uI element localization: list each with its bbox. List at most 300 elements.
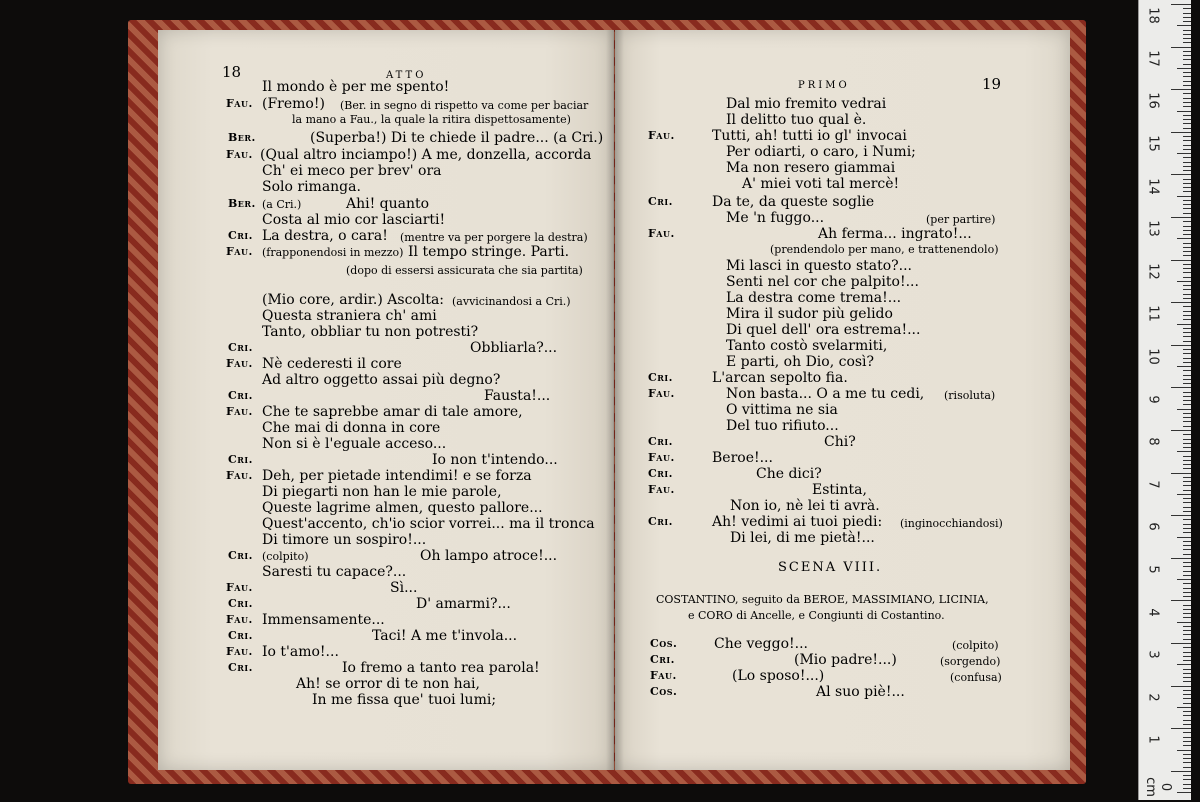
ruler-tick: [1183, 264, 1191, 265]
ruler-number: 7: [1145, 480, 1161, 489]
verse-line: Questa straniera ch' ami: [262, 308, 437, 324]
ruler-tick: [1183, 315, 1191, 316]
ruler-tick: [1183, 400, 1191, 401]
ruler-tick: [1183, 370, 1191, 371]
ruler-number: 10: [1145, 348, 1161, 365]
ruler-tick: [1183, 251, 1191, 252]
ruler-tick: [1183, 754, 1191, 755]
ruler-tick: [1183, 767, 1191, 768]
ruler-tick: [1183, 294, 1191, 295]
ruler-tick: [1171, 217, 1191, 218]
ruler-tick: [1177, 494, 1191, 495]
verse-line: Costa al mio cor lasciarti!: [262, 212, 446, 228]
ruler-tick: [1183, 703, 1191, 704]
ruler-tick: [1183, 532, 1191, 533]
ruler-tick: [1183, 592, 1191, 593]
ruler-number: 14: [1145, 177, 1161, 195]
verse-line: Saresti tu capace?...: [262, 564, 407, 580]
ruler-tick: [1183, 524, 1191, 525]
ruler-tick: [1171, 728, 1191, 729]
ruler-tick: [1183, 605, 1191, 606]
ruler-number: 4: [1145, 607, 1161, 617]
ruler-tick: [1183, 255, 1191, 256]
ruler-tick: [1183, 447, 1191, 448]
ruler-tick: [1171, 89, 1191, 90]
ruler-tick: [1177, 111, 1191, 112]
ruler-tick: [1183, 204, 1191, 205]
ruler-tick: [1183, 698, 1191, 699]
stage-direction: la mano a Fau., la quale la ritira dispettosamente): [292, 113, 571, 126]
ruler-tick: [1183, 443, 1191, 444]
ruler-tick: [1177, 622, 1191, 623]
ruler-tick: [1183, 660, 1191, 661]
verse-line: Che dici?: [756, 466, 822, 482]
ruler-tick: [1183, 85, 1191, 86]
ruler-tick: [1171, 643, 1191, 644]
speaker-label: Fau.: [226, 357, 253, 370]
ruler-tick: [1171, 686, 1191, 687]
verse-line: Dal mio fremito vedrai: [726, 96, 887, 112]
right-page-number: 19: [982, 75, 1002, 93]
ruler-tick: [1183, 162, 1191, 163]
ruler-tick: [1183, 762, 1191, 763]
left-running-head: ATTO: [386, 70, 427, 81]
ruler-tick: [1183, 349, 1191, 350]
verse-line: Il delitto tuo qual è.: [726, 112, 867, 128]
verse-line: In me fissa que' tuoi lumi;: [312, 692, 497, 708]
verse-line: Sì...: [390, 580, 418, 596]
verse-line: Tanto, obbliar tu non potresti?: [262, 324, 479, 340]
ruler-unit-label: 0 cm: [1143, 777, 1173, 797]
ruler-tick: [1183, 268, 1191, 269]
ruler-tick: [1183, 647, 1191, 648]
ruler-tick: [1183, 711, 1191, 712]
ruler-tick: [1183, 341, 1191, 342]
ruler-tick: [1183, 639, 1191, 640]
ruler-tick: [1183, 507, 1191, 508]
ruler-tick: [1183, 277, 1191, 278]
ruler-tick: [1183, 191, 1191, 192]
ruler-tick: [1171, 47, 1191, 48]
ruler-tick: [1183, 498, 1191, 499]
verse-line: Tutti, ah! tutti io gl' invocai: [712, 128, 907, 144]
verse-line: Ah! se orror di te non hai,: [296, 676, 480, 692]
verse-line: Io fremo a tanto rea parola!: [342, 660, 540, 676]
ruler-tick: [1183, 285, 1191, 286]
verse-line: Fausta!...: [484, 388, 551, 404]
ruler-tick: [1183, 221, 1191, 222]
ruler-tick: [1183, 55, 1191, 56]
ruler-tick: [1171, 302, 1191, 303]
ruler-tick: [1183, 554, 1191, 555]
ruler-tick: [1183, 187, 1191, 188]
ruler-tick: [1183, 13, 1191, 14]
ruler-tick: [1183, 123, 1191, 124]
ruler-tick: [1183, 609, 1191, 610]
ruler-tick: [1183, 673, 1191, 674]
verse-line: Di timore un sospiro!...: [262, 532, 427, 548]
ruler-number: 2: [1145, 693, 1161, 702]
ruler-tick: [1177, 153, 1191, 154]
stage-direction: (risoluta): [944, 389, 996, 402]
ruler-tick: [1171, 430, 1191, 431]
ruler-tick: [1183, 634, 1191, 635]
speaker-label: Cri.: [648, 371, 673, 384]
ruler-tick: [1177, 664, 1191, 665]
scene-title: SCENA VIII.: [778, 560, 883, 575]
ruler-tick: [1183, 481, 1191, 482]
speaker-label: Cri.: [648, 435, 673, 448]
ruler-tick: [1183, 669, 1191, 670]
ruler-tick: [1183, 694, 1191, 695]
speaker-label: Fau.: [648, 387, 675, 400]
ruler-tick: [1183, 234, 1191, 235]
stage-direction: (colpito): [952, 639, 999, 652]
cast-line: e CORO di Ancelle, e Congiunti di Costantino.: [688, 609, 945, 622]
ruler-tick: [1183, 583, 1191, 584]
ruler-tick: [1177, 792, 1191, 793]
ruler-tick: [1171, 260, 1191, 261]
verse-line: (Mio padre!...): [794, 652, 897, 668]
speaker-label: Fau.: [226, 97, 253, 110]
ruler-tick: [1183, 375, 1191, 376]
speaker-label: Fau.: [226, 469, 253, 482]
book-gutter: [606, 30, 624, 770]
ruler-tick: [1183, 8, 1191, 9]
ruler-tick: [1183, 76, 1191, 77]
stage-direction: (sorgendo): [940, 655, 1001, 668]
ruler-tick: [1177, 579, 1191, 580]
verse-line: Per odiarti, o caro, i Numi;: [726, 144, 916, 160]
stage-direction: (frapponendosi in mezzo): [262, 246, 404, 259]
ruler-tick: [1183, 617, 1191, 618]
ruler-tick: [1177, 451, 1191, 452]
stage-direction: (prendendolo per mano, e trattenendolo): [770, 243, 999, 256]
ruler-number: 18: [1145, 7, 1161, 24]
ruler-tick: [1183, 362, 1191, 363]
ruler-tick: [1183, 417, 1191, 418]
speaker-label: Fau.: [648, 227, 675, 240]
ruler-tick: [1177, 238, 1191, 239]
ruler-tick: [1171, 387, 1191, 388]
verse-line: Quest'accento, ch'io scior vorrei... ma il tronca: [262, 516, 595, 532]
ruler-tick: [1183, 502, 1191, 503]
ruler-tick: [1183, 439, 1191, 440]
ruler-tick: [1177, 25, 1191, 26]
ruler-tick: [1183, 732, 1191, 733]
verse-line: (Lo sposo!...): [732, 668, 825, 684]
ruler-tick: [1183, 784, 1191, 785]
ruler-tick: [1183, 243, 1191, 244]
ruler-tick: [1183, 183, 1191, 184]
ruler-tick: [1183, 51, 1191, 52]
ruler-tick: [1183, 119, 1191, 120]
verse-line: Solo rimanga.: [262, 179, 361, 195]
ruler-tick: [1183, 541, 1191, 542]
verse-line: Al suo piè!...: [816, 684, 905, 700]
ruler-number: 15: [1145, 135, 1161, 152]
verse-line: Ch' ei meco per brev' ora: [262, 163, 442, 179]
ruler-tick: [1171, 558, 1191, 559]
ruler-tick: [1177, 537, 1191, 538]
ruler-tick: [1183, 575, 1191, 576]
ruler-tick: [1183, 549, 1191, 550]
verse-line: Immensamente...: [262, 612, 385, 628]
ruler-tick: [1183, 272, 1191, 273]
verse-line: L'arcan sepolto fia.: [712, 370, 848, 386]
ruler-tick: [1183, 353, 1191, 354]
ruler-tick: [1183, 30, 1191, 31]
ruler-number: 6: [1145, 522, 1161, 531]
speaker-label: Cri.: [648, 195, 673, 208]
verse-line: O vittima ne sia: [726, 402, 838, 418]
ruler-tick: [1183, 392, 1191, 393]
ruler-tick: [1183, 136, 1191, 137]
verse-line: Non io, nè lei ti avrà.: [730, 498, 880, 514]
ruler-tick: [1177, 366, 1191, 367]
verse-line: E parti, oh Dio, così?: [726, 354, 875, 370]
verse-line: Mi lasci in questo stato?...: [726, 258, 913, 274]
ruler-number: 16: [1145, 92, 1161, 110]
ruler-tick: [1183, 724, 1191, 725]
ruler-tick: [1183, 21, 1191, 22]
verse-line: Obbliarla?...: [470, 340, 558, 356]
ruler-tick: [1183, 145, 1191, 146]
ruler-tick: [1183, 247, 1191, 248]
speaker-label: Cri.: [228, 549, 253, 562]
ruler-tick: [1183, 311, 1191, 312]
verse-line: Non si è l'eguale acceso...: [262, 436, 447, 452]
verse-line: La destra, o cara!: [262, 228, 388, 244]
right-running-head: PRIMO: [798, 80, 850, 91]
speaker-label: Cri.: [228, 629, 253, 642]
ruler-tick: [1177, 324, 1191, 325]
ruler-tick: [1183, 421, 1191, 422]
ruler-tick: [1183, 434, 1191, 435]
verse-line: (Fremo!): [262, 96, 325, 112]
verse-line: D' amarmi?...: [416, 596, 511, 612]
speaker-label: Ber.: [228, 197, 256, 210]
speaker-label: Cos.: [650, 685, 678, 698]
ruler-tick: [1177, 196, 1191, 197]
verse-line: Mira il sudor più gelido: [726, 306, 893, 322]
speaker-label: Cri.: [650, 653, 675, 666]
ruler-tick: [1183, 379, 1191, 380]
verse-line: Ad altro oggetto assai più degno?: [262, 372, 501, 388]
stage-direction: (dopo di essersi assicurata che sia partita): [346, 264, 583, 277]
speaker-label: Ber.: [228, 131, 256, 144]
speaker-label: Fau.: [226, 148, 253, 161]
verse-line: Deh, per pietade intendimi! e se forza: [262, 468, 532, 484]
ruler-number: 11: [1145, 305, 1161, 323]
ruler-tick: [1177, 409, 1191, 410]
ruler-tick: [1183, 319, 1191, 320]
ruler-number: 5: [1145, 565, 1161, 574]
stage-direction: (inginocchiandosi): [900, 517, 1003, 530]
speaker-label: Fau.: [226, 645, 253, 658]
ruler-tick: [1183, 157, 1191, 158]
ruler-tick: [1183, 681, 1191, 682]
ruler-tick: [1183, 413, 1191, 414]
ruler-tick: [1183, 93, 1191, 94]
ruler-number: 12: [1145, 262, 1161, 280]
speaker-label: Fau.: [226, 245, 253, 258]
stage-direction: (Ber. in segno di rispetto va come per baciar: [340, 99, 589, 112]
ruler-tick: [1171, 600, 1191, 601]
ruler-tick: [1183, 98, 1191, 99]
measuring-ruler: [1138, 0, 1191, 800]
ruler-tick: [1171, 132, 1191, 133]
ruler-tick: [1171, 771, 1191, 772]
stage-direction: (per partire): [926, 213, 996, 226]
ruler-tick: [1171, 4, 1191, 5]
verse-line: Me 'n fuggo...: [726, 210, 825, 226]
ruler-tick: [1183, 490, 1191, 491]
speaker-label: Fau.: [648, 483, 675, 496]
ruler-tick: [1183, 737, 1191, 738]
verse-line: Non basta... O a me tu cedi,: [726, 386, 925, 402]
ruler-tick: [1183, 128, 1191, 129]
ruler-tick: [1177, 707, 1191, 708]
ruler-tick: [1183, 720, 1191, 721]
verse-line: Estinta,: [812, 482, 867, 498]
speaker-label: Cos.: [650, 637, 678, 650]
ruler-tick: [1183, 656, 1191, 657]
ruler-tick: [1183, 588, 1191, 589]
ruler-tick: [1171, 345, 1191, 346]
ruler-tick: [1183, 485, 1191, 486]
ruler-number: 13: [1145, 220, 1161, 237]
stage-direction: (confusa): [950, 671, 1002, 684]
ruler-tick: [1183, 519, 1191, 520]
verse-line: Il mondo è per me spento!: [262, 79, 450, 95]
ruler-tick: [1183, 102, 1191, 103]
ruler-tick: [1183, 81, 1191, 82]
ruler-tick: [1183, 72, 1191, 73]
ruler-tick: [1183, 690, 1191, 691]
speaker-label: Fau.: [226, 405, 253, 418]
speaker-label: Fau.: [648, 451, 675, 464]
ruler-tick: [1183, 652, 1191, 653]
ruler-tick: [1183, 230, 1191, 231]
ruler-number: 9: [1145, 394, 1161, 404]
stage-direction: (colpito): [262, 550, 309, 563]
ruler-number: 3: [1145, 650, 1161, 659]
ruler-tick: [1183, 460, 1191, 461]
verse-line: Che mai di donna in core: [262, 420, 441, 436]
stage-direction: (a Cri.): [262, 198, 302, 211]
ruler-tick: [1183, 289, 1191, 290]
verse-line: Ah ferma... ingrato!...: [818, 226, 972, 242]
verse-line: Beroe!...: [712, 450, 773, 466]
ruler-tick: [1183, 59, 1191, 60]
ruler-tick: [1183, 741, 1191, 742]
stage-direction: (avvicinandosi a Cri.): [452, 295, 571, 308]
speaker-label: Cri.: [228, 597, 253, 610]
ruler-tick: [1183, 336, 1191, 337]
ruler-tick: [1183, 677, 1191, 678]
ruler-tick: [1183, 511, 1191, 512]
ruler-tick: [1183, 715, 1191, 716]
ruler-tick: [1177, 68, 1191, 69]
verse-line: Il tempo stringe. Parti.: [408, 244, 570, 260]
verse-line: Di lei, di me pietà!...: [730, 530, 875, 546]
verse-line: Chi?: [824, 434, 856, 450]
ruler-tick: [1183, 213, 1191, 214]
speaker-label: Cri.: [228, 453, 253, 466]
verse-line: Di piegarti non han le mie parole,: [262, 484, 502, 500]
ruler-tick: [1183, 149, 1191, 150]
ruler-tick: [1183, 396, 1191, 397]
ruler-tick: [1183, 166, 1191, 167]
ruler-tick: [1183, 566, 1191, 567]
ruler-tick: [1183, 17, 1191, 18]
verse-line: Taci! A me t'invola...: [372, 628, 518, 644]
ruler-tick: [1177, 281, 1191, 282]
speaker-label: Cri.: [228, 389, 253, 402]
ruler-tick: [1183, 208, 1191, 209]
ruler-tick: [1183, 758, 1191, 759]
ruler-tick: [1183, 34, 1191, 35]
ruler-tick: [1183, 42, 1191, 43]
verse-line: La destra come trema!...: [726, 290, 902, 306]
ruler-tick: [1183, 200, 1191, 201]
stage-direction: (mentre va per porgere la destra): [400, 231, 588, 244]
ruler-tick: [1183, 745, 1191, 746]
verse-line: Che te saprebbe amar di tale amore,: [262, 404, 523, 420]
ruler-tick: [1183, 115, 1191, 116]
ruler-tick: [1183, 38, 1191, 39]
verse-line: Da te, da queste soglie: [712, 194, 875, 210]
speaker-label: Cri.: [648, 467, 673, 480]
ruler-tick: [1183, 106, 1191, 107]
speaker-label: Fau.: [648, 129, 675, 142]
ruler-tick: [1183, 571, 1191, 572]
ruler-tick: [1183, 630, 1191, 631]
speaker-label: Fau.: [226, 581, 253, 594]
speaker-label: Fau.: [226, 613, 253, 626]
ruler-tick: [1183, 426, 1191, 427]
verse-line: Io non t'intendo...: [432, 452, 558, 468]
ruler-tick: [1183, 779, 1191, 780]
verse-line: (Qual altro inciampo!) A me, donzella, accorda: [260, 147, 592, 163]
ruler-tick: [1183, 404, 1191, 405]
ruler-tick: [1183, 788, 1191, 789]
ruler-tick: [1171, 174, 1191, 175]
speaker-label: Fau.: [650, 669, 677, 682]
ruler-number: 1: [1145, 735, 1161, 744]
verse-line: Queste lagrime almen, questo pallore...: [262, 500, 543, 516]
ruler-tick: [1183, 468, 1191, 469]
ruler-tick: [1183, 170, 1191, 171]
ruler-tick: [1183, 775, 1191, 776]
ruler-tick: [1183, 179, 1191, 180]
ruler-tick: [1183, 477, 1191, 478]
ruler-tick: [1183, 562, 1191, 563]
ruler-tick: [1177, 750, 1191, 751]
ruler-tick: [1171, 515, 1191, 516]
verse-line: Di quel dell' ora estrema!...: [726, 322, 921, 338]
ruler-tick: [1183, 545, 1191, 546]
ruler-number: 8: [1145, 437, 1161, 446]
ruler-tick: [1183, 226, 1191, 227]
ruler-tick: [1183, 596, 1191, 597]
speaker-label: Cri.: [648, 515, 673, 528]
speaker-label: Cri.: [228, 229, 253, 242]
ruler-tick: [1183, 298, 1191, 299]
ruler-tick: [1183, 528, 1191, 529]
verse-line: Tanto costò svelarmiti,: [726, 338, 888, 354]
